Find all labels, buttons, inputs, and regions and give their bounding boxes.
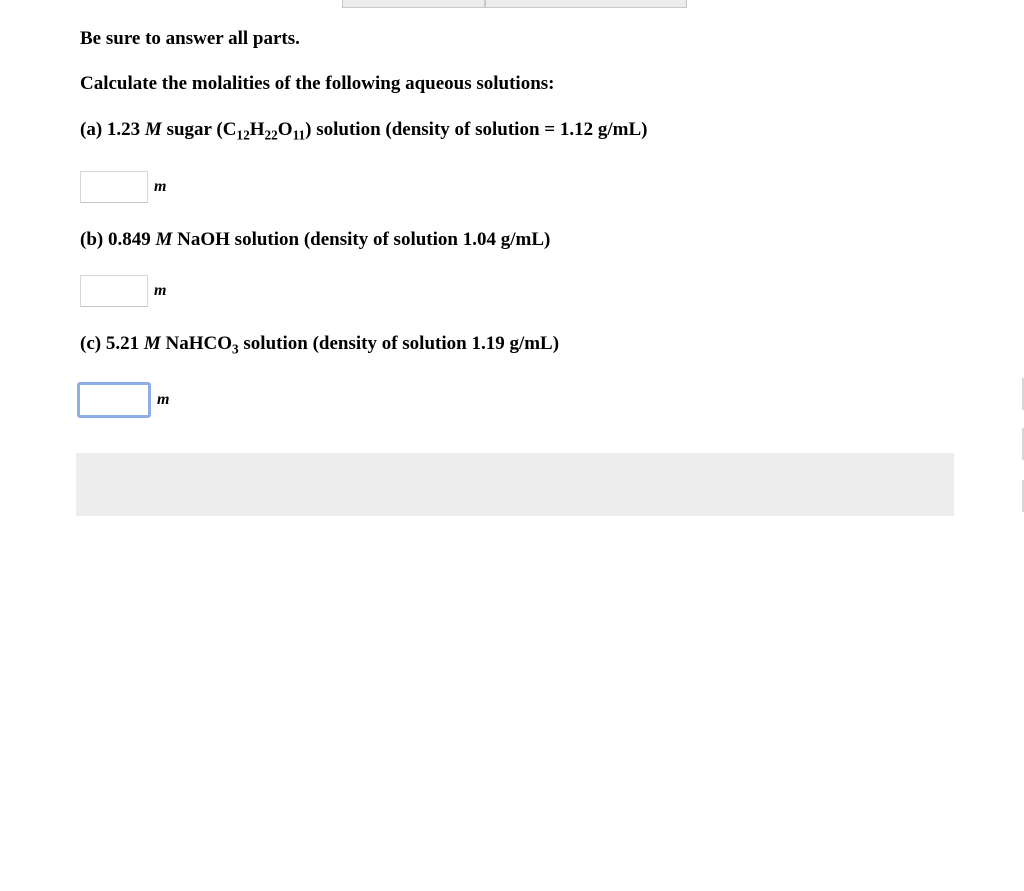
answer-row-b	[80, 274, 166, 308]
oxygen-subscript: 3	[232, 341, 239, 357]
question-a-text-after-formula: ) solution (density of solution = 1.12 g/mL)	[305, 119, 648, 140]
hydrogen-subscript: 22	[264, 127, 278, 143]
answer-input-c[interactable]	[77, 382, 151, 418]
question-c-text-after: solution (density of solution 1.19 g/mL)	[238, 333, 560, 354]
question-b-prefix: (b) 0.849	[80, 229, 156, 250]
formula-main: NaHCO	[160, 333, 232, 354]
molarity-symbol: M	[143, 333, 161, 354]
instructions-text: Be sure to answer all parts.	[80, 28, 300, 49]
question-a-text-before-formula: sugar (C	[161, 119, 237, 140]
answer-row-a	[80, 170, 166, 204]
unit-label-a: m	[154, 178, 167, 195]
molarity-symbol: M	[155, 229, 173, 250]
answer-input-a[interactable]	[80, 171, 148, 203]
oxygen-subscript: 11	[292, 127, 306, 143]
question-c-text	[80, 333, 560, 357]
feedback-panel	[76, 453, 954, 516]
molarity-symbol: M	[144, 119, 162, 140]
question-a-prefix: (a) 1.23	[80, 119, 145, 140]
hydrogen-symbol: H	[249, 119, 265, 140]
question-prompt: Calculate the molalities of the following aqueous solutions:	[80, 73, 555, 94]
oxygen-symbol: O	[277, 119, 293, 140]
unit-label-c: m	[157, 391, 170, 408]
top-tab-right[interactable]	[485, 0, 687, 8]
unit-label-b: m	[154, 282, 167, 299]
answer-row-c	[80, 383, 169, 417]
carbon-subscript: 12	[236, 127, 250, 143]
question-a-text	[80, 119, 648, 143]
question-b-text	[80, 230, 550, 249]
top-tab-left[interactable]	[342, 0, 485, 8]
question-c-prefix: (c) 5.21	[80, 333, 144, 354]
answer-input-b[interactable]	[80, 275, 148, 307]
question-b-text-after: NaOH solution (density of solution 1.04 g/mL)	[172, 229, 551, 250]
